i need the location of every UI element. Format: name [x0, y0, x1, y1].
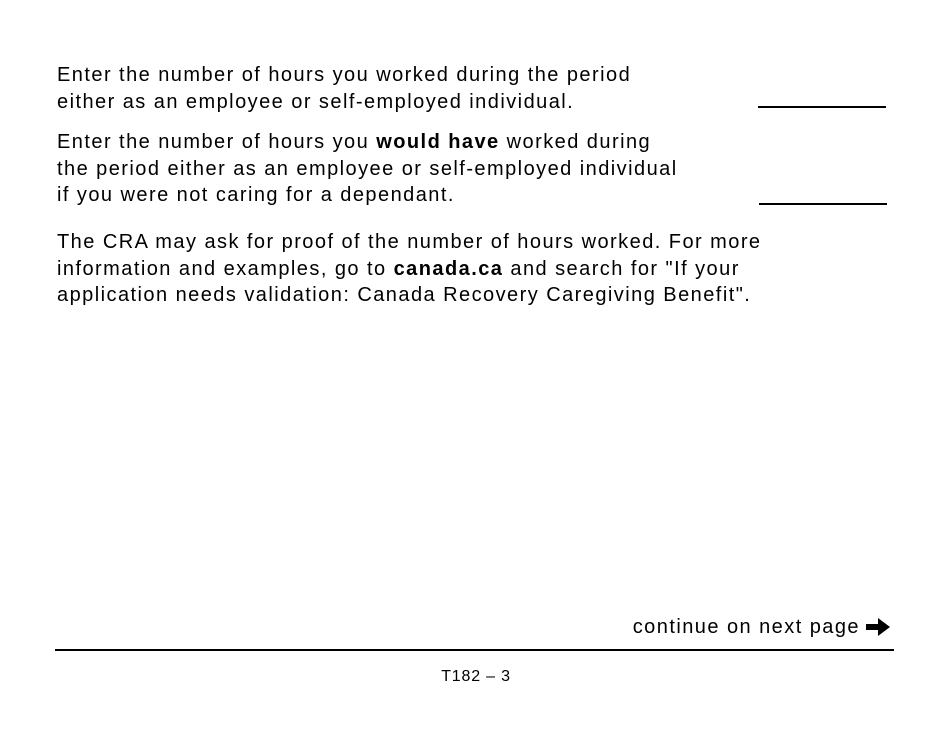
hours-worked-input[interactable] — [758, 106, 886, 108]
proof-note — [57, 229, 762, 309]
proof-note-line-1: The CRA may ask for proof of the number of hours worked. For more — [57, 231, 762, 253]
question-hours-would-have-worked — [57, 129, 678, 209]
question-would-have-line-1-end: worked during — [499, 131, 652, 153]
page-number: T182 – 3 — [441, 668, 511, 685]
proof-note-line-2 — [57, 256, 762, 283]
question-hours-worked — [57, 62, 631, 115]
question-would-have-line-2: the period either as an employee or self-employed individual — [57, 157, 678, 180]
question-would-have-line-1-start: Enter the number of hours you — [57, 131, 377, 153]
question-would-have-line-3: if you were not caring for a dependant. — [57, 184, 455, 206]
proof-note-line-2-end: and search for "If your — [503, 257, 740, 280]
proof-note-line-3: application needs validation: Canada Recovery Caregiving Benefit". — [57, 284, 752, 306]
footer-divider — [55, 649, 894, 651]
continue-next-page[interactable] — [633, 614, 892, 640]
arrow-right-icon — [864, 615, 892, 639]
question-hours-worked-line-2: either as an employee or self-employed individual. — [57, 90, 575, 113]
question-would-have-line-1 — [57, 129, 678, 156]
hours-would-have-worked-input[interactable] — [759, 203, 887, 205]
continue-label: continue on next page — [632, 616, 860, 638]
question-hours-worked-line-1: Enter the number of hours you worked during the period — [57, 64, 632, 86]
canada-ca-link[interactable]: canada.ca — [393, 257, 504, 280]
proof-note-line-2-start: information and examples, go to — [57, 257, 394, 280]
would-have-emphasis: would have — [376, 131, 500, 153]
